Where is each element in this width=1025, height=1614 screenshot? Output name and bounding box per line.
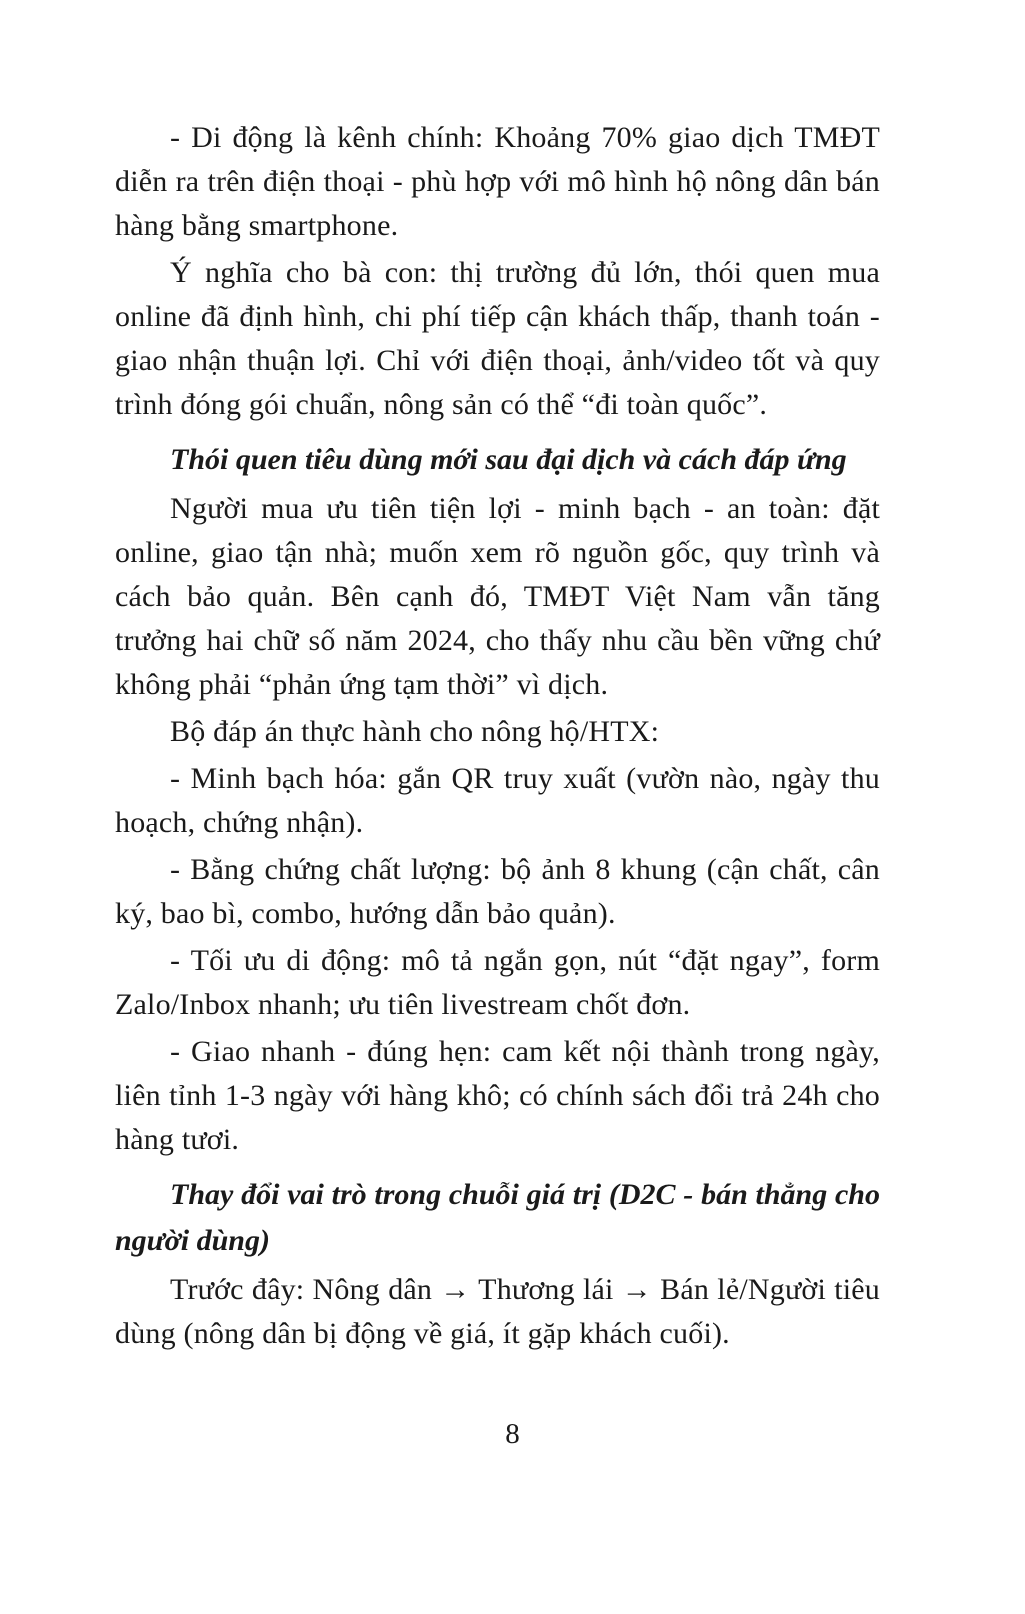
bullet-mobile-optimization: - Tối ưu di động: mô tả ngắn gọn, nút “đặt ngay”, form Zalo/Inbox nhanh; ưu tiên livestream chốt đơn. (115, 944, 880, 1021)
bullet-mobile-channel: - Di động là kênh chính: Khoảng 70% giao dịch TMĐT diễn ra trên điện thoại - phù hợp với mô hình hộ nông dân bán hàng bằng smartphone. (115, 121, 880, 242)
paragraph-practical-kit: Bộ đáp án thực hành cho nông hộ/HTX: (170, 715, 660, 748)
section-heading-value-chain: Thay đổi vai trò trong chuỗi giá trị (D2C - bán thẳng cho người dùng) (115, 1178, 880, 1257)
bullet-transparency: - Minh bạch hóa: gắn QR truy xuất (vườn nào, ngày thu hoạch, chứng nhận). (115, 762, 880, 839)
bullet-fast-delivery: - Giao nhanh - đúng hẹn: cam kết nội thành trong ngày, liên tỉnh 1-3 ngày với hàng khô; có chính sách đổi trả 24h cho hàng tươi. (115, 1035, 880, 1156)
section-heading-consumer-habits: Thói quen tiêu dùng mới sau đại dịch và cách đáp ứng (170, 443, 847, 476)
bullet-quality-proof: - Bằng chứng chất lượng: bộ ảnh 8 khung (cận chất, cân ký, bao bì, combo, hướng dẫn bảo quản). (115, 853, 880, 930)
page-number: 8 (505, 1418, 520, 1450)
paragraph-before: Trước đây: Nông dân → Thương lái → Bán lẻ/Người tiêu dùng (nông dân bị động về giá, ít gặp khách cuối). (115, 1273, 880, 1350)
paragraph-buyer-priorities: Người mua ưu tiên tiện lợi - minh bạch - an toàn: đặt online, giao tận nhà; muốn xem rõ nguồn gốc, quy trình và cách bảo quản. Bên cạnh đó, TMĐT Việt Nam vẫn tăng trưởng hai chữ số năm 2024, cho thấy nhu cầu bền vững chứ không phải “phản ứng tạm thời” vì dịch. (115, 492, 880, 701)
page-body (115, 116, 880, 1356)
paragraph-meaning: Ý nghĩa cho bà con: thị trường đủ lớn, thói quen mua online đã định hình, chi phí tiếp cận khách thấp, thanh toán - giao nhận thuận lợi. Chỉ với điện thoại, ảnh/video tốt và quy trình đóng gói chuẩn, nông sản có thể “đi toàn quốc”. (115, 256, 880, 421)
